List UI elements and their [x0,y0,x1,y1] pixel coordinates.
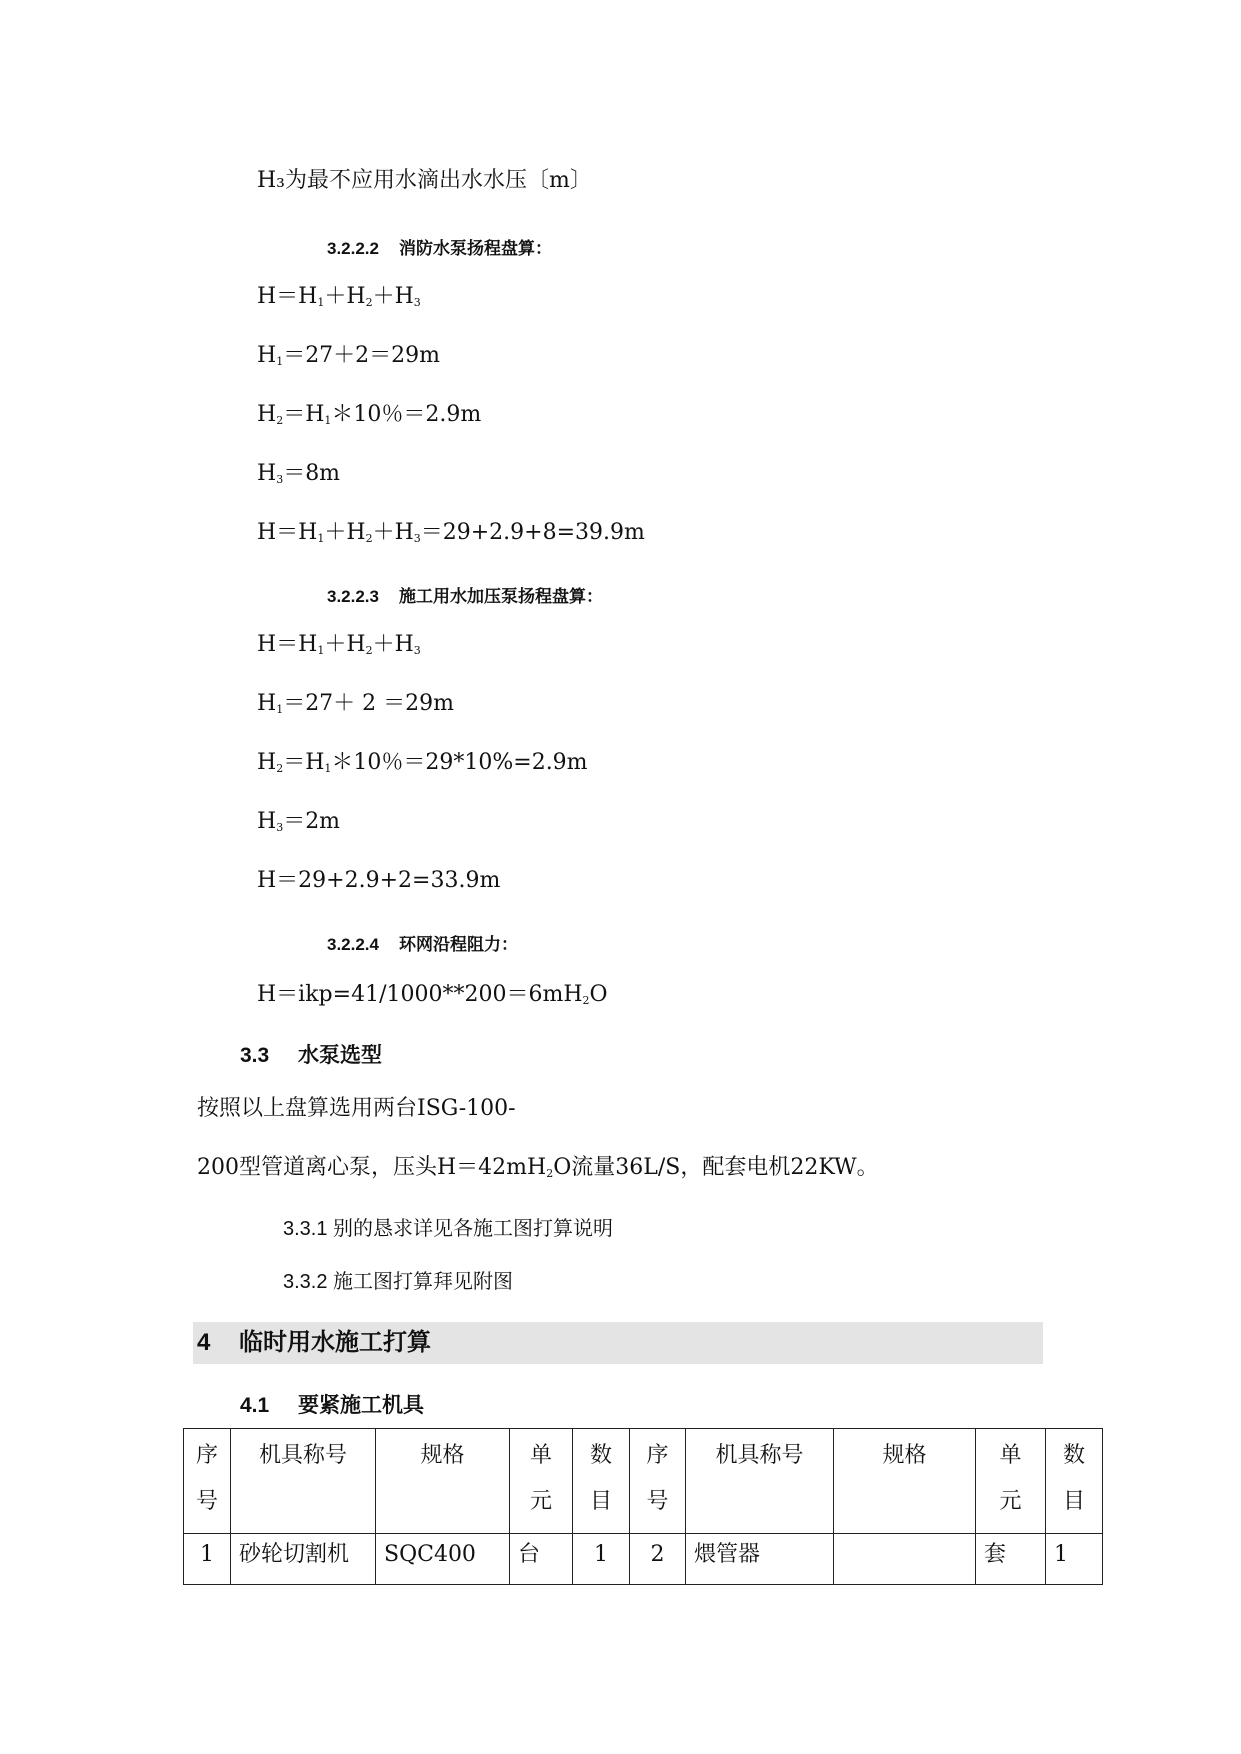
formula-g2 [257,689,454,719]
subscript: 1 [324,762,332,775]
heading-title: 水泵选型 [298,1044,382,1067]
subscript: 1 [324,414,332,427]
heading-title: 要紧施工机具 [298,1394,424,1417]
heading-number: 3.2.2.2 [327,239,379,258]
table-row [184,1534,1103,1585]
subscript: 2 [546,1167,554,1180]
subscript: 1 [317,532,325,545]
table-cell: 1 [184,1534,231,1585]
paragraph-line-1 [197,1094,516,1124]
formula-text: H＝H [257,520,318,545]
header-text: 单 [999,1443,1022,1468]
header-cell-seq [184,1429,231,1534]
table-cell: 1 [1046,1534,1103,1585]
subscript: 2 [365,296,373,309]
subscript: 3 [276,473,284,486]
subscript: 2 [365,532,373,545]
heading-3-2-2-2 [327,237,552,261]
heading-number: 3.2.2.3 [327,587,379,606]
table-cell: 2 [630,1534,686,1585]
subscript: 3 [413,644,421,657]
formula-text: ＝27＋2＝29m [283,343,441,368]
formula-text: H＝ikp=41/1000**200＝6mH [257,982,583,1007]
formula-f3 [257,400,481,430]
formula-f1 [257,282,421,312]
header-text: 单 [529,1443,552,1468]
item-3-3-1 [283,1215,613,1243]
subscript: 2 [582,994,590,1007]
header-text: 数 [1062,1443,1085,1468]
formula-f4 [257,459,340,489]
formula-text: ＊10％＝29*10%=2.9m [331,750,588,775]
subscript: 2 [276,414,284,427]
heading-number: 3.2.2.4 [327,935,379,954]
formula-f5 [257,518,645,548]
subscript: 1 [317,644,325,657]
formula-text: ＋H [372,284,414,309]
table-cell: 套 [976,1534,1046,1585]
subscript: 3 [413,532,421,545]
item-text: 3.3.1 别的恳求详见各施工图打算说明 [283,1218,614,1240]
heading-3-2-2-3 [327,585,603,609]
formula-text: H [257,691,277,716]
formula-g4 [257,807,340,837]
header-cell-spec [376,1429,510,1534]
header-cell-qty-2 [1046,1429,1103,1534]
equipment-table [183,1428,1103,1585]
header-text: 号 [195,1489,218,1514]
formula-text: H [257,809,277,834]
header-text: 元 [529,1489,552,1514]
formula-text: H [257,750,277,775]
header-text: 规格 [420,1443,465,1468]
formula-text: ＋H [324,520,366,545]
formula-text: ＋H [324,632,366,657]
subscript: 1 [276,355,284,368]
table-cell: 煨管器 [686,1534,834,1585]
header-text: 元 [999,1489,1022,1514]
item-3-3-2 [283,1268,513,1296]
header-cell-name-2 [686,1429,834,1534]
heading-4-1 [240,1391,424,1421]
header-text: 机具称号 [258,1443,347,1468]
heading-4 [197,1327,431,1359]
header-cell-unit-2 [976,1429,1046,1534]
header-text: 序 [646,1443,669,1468]
formula-text: ＝27＋ 2 ＝29m [283,691,455,716]
formula-f2 [257,341,440,371]
header-cell-spec-2 [834,1429,976,1534]
table-cell: 1 [573,1534,630,1585]
formula-text: H [257,461,277,486]
table-cell [834,1534,976,1585]
header-text: 数 [589,1443,612,1468]
header-text: 目 [1062,1489,1085,1514]
header-cell-name [231,1429,376,1534]
table-cell: 砂轮切割机 [231,1534,376,1585]
formula-text: H＝29+2.9+2=33.9m [257,868,501,893]
formula-g1 [257,630,421,660]
formula-text: ＝8m [283,461,341,486]
heading-3-3 [240,1041,382,1071]
formula-k1 [257,980,608,1010]
formula-text: ＝H [283,402,325,427]
heading-title: 消防水泵扬程盘算： [399,239,552,258]
table-header-row [184,1429,1103,1534]
subscript: 1 [276,703,284,716]
header-text: 规格 [882,1443,927,1468]
heading-title: 施工用水加压泵扬程盘算： [399,587,603,606]
header-text: 目 [589,1489,612,1514]
formula-text: ＝H [283,750,325,775]
heading-title: 临时用水施工打算 [239,1329,431,1356]
formula-text: H [257,343,277,368]
subscript: 3 [276,821,284,834]
heading-3-2-2-4 [327,933,518,957]
heading-number: 3.3 [240,1044,270,1067]
subscript: 2 [276,762,284,775]
formula-text: ＋H [324,284,366,309]
paragraph-text: 按照以上盘算选用两台ISG-100- [197,1096,516,1121]
item-text: 3.3.2 施工图打算拜见附图 [283,1271,514,1293]
header-cell-seq-2 [630,1429,686,1534]
header-text: 号 [646,1489,669,1514]
paragraph-text: 200型管道离心泵，压头H＝42mH [197,1155,547,1180]
heading-title: 环网沿程阻力： [399,935,518,954]
formula-text: ＊10％＝2.9m [331,402,482,427]
header-text: 序 [195,1443,218,1468]
heading-number: 4 [197,1329,211,1356]
table-cell: SQC400 [376,1534,510,1585]
paragraph-text: O流量36L/S，配套电机22KW。 [553,1155,879,1180]
subscript: 1 [317,296,325,309]
subscript: 2 [365,644,373,657]
paragraph-line-2 [197,1153,879,1183]
formula-g5 [257,866,500,896]
formula-text: O [589,982,608,1007]
subscript: 3 [413,296,421,309]
table-cell: 台 [510,1534,573,1585]
header-cell-qty [573,1429,630,1534]
formula-text: ＋H [372,632,414,657]
h3-definition [257,166,592,196]
header-text: 机具称号 [715,1443,804,1468]
heading-number: 4.1 [240,1394,270,1417]
formula-text: H [257,402,277,427]
header-cell-unit [510,1429,573,1534]
formula-text: ＝29+2.9+8=39.9m [420,520,645,545]
formula-text: ＋H [372,520,414,545]
formula-text: H＝H [257,284,318,309]
formula-g3 [257,748,588,778]
formula-text: H＝H [257,632,318,657]
h3-definition-text: H₃为最不应用水滴出水水压〔m〕 [257,168,592,193]
formula-text: ＝2m [283,809,341,834]
